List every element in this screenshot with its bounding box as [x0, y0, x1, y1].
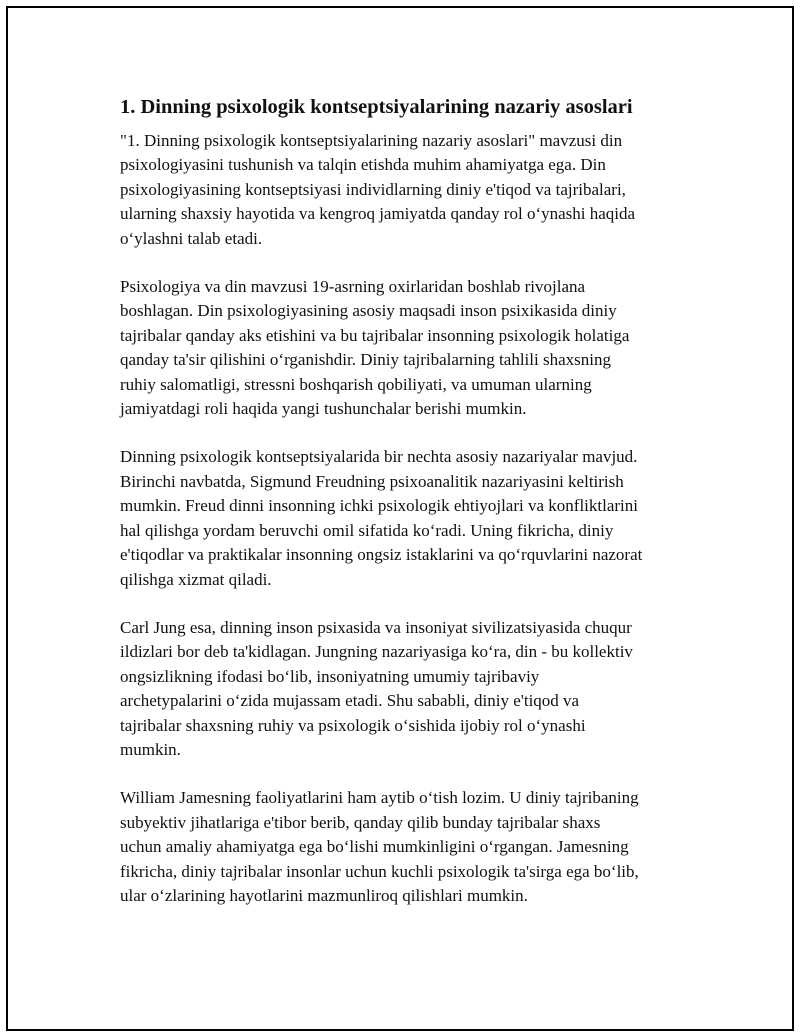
- paragraph-line: fikricha, diniy tajribalar insonlar uchun kuchli psixologik ta'sirga ega bo‘lib,: [120, 861, 639, 881]
- paragraph-line: subyektiv jihatlariga e'tibor berib, qanday qilib bunday tajribalar shaxs: [120, 812, 601, 832]
- paragraph-line: archetypalarini o‘zida mujassam etadi. Shu sababli, diniy e'tiqod va: [120, 691, 580, 711]
- paragraph-line: ildizlari bor deb ta'kidlagan. Jungning nazariyasiga ko‘ra, din - bu kollektiv: [120, 642, 633, 662]
- paragraph-line: psixologiyasini tushunish va talqin etishda muhim ahamiyatga ega. Din: [120, 155, 606, 175]
- paragraph-2: [120, 275, 710, 421]
- paragraph-line: tajribalar shaxsning ruhiy va psixologik o‘sishida ijobiy rol o‘ynashi: [120, 715, 586, 735]
- paragraph-line: boshlagan. Din psixologiyasining asosiy maqsadi inson psixikasida diniy: [120, 301, 617, 321]
- paragraph-line: o‘ylashni talab etadi.: [120, 228, 263, 248]
- paragraph-line: William Jamesning faoliyatlarini ham aytib o‘tish lozim. U diniy tajribaning: [120, 788, 639, 808]
- paragraph-line: ular o‘zlarining hayotlarini mazmunliroq qilishlari mumkin.: [120, 885, 528, 905]
- paragraph-line: ruhiy salomatligi, stressni boshqarish qobiliyati, va umuman ularning: [120, 374, 592, 394]
- paragraph-5: [120, 786, 710, 908]
- paragraph-line: psixologiyasining kontseptsiyasi individlarning diniy e'tiqod va tajribalari,: [120, 179, 626, 199]
- paragraph-line: qilishga xizmat qiladi.: [120, 569, 272, 589]
- paragraph-line: e'tiqodlar va praktikalar insonning ongsiz istaklarini va qo‘rquvlarini nazorat: [120, 545, 643, 565]
- paragraph-line: Birinchi navbatda, Sigmund Freudning psixoanalitik nazariyasini keltirish: [120, 471, 624, 491]
- paragraph-line: uchun amaliy ahamiyatga ega bo‘lishi mumkinligini o‘rgangan. Jamesning: [120, 837, 629, 857]
- paragraph-list: [120, 129, 710, 908]
- paragraph-1: [120, 129, 710, 251]
- paragraph-line: mumkin. Freud dinni insonning ichki psixologik ehtiyojlari va konfliktlarini: [120, 496, 638, 516]
- paragraph-line: ularning shaxsiy hayotida va kengroq jamiyatda qanday rol o‘ynashi haqida: [120, 204, 636, 224]
- section-heading: 1. Dinning psixologik kontseptsiyalarining nazariy asoslari: [120, 96, 633, 118]
- page-frame: [6, 6, 794, 1031]
- paragraph-line: Psixologiya va din mavzusi 19-asrning oxirlaridan boshlab rivojlana: [120, 277, 586, 297]
- paragraph-3: [120, 445, 710, 591]
- paragraph-line: tajribalar qanday aks etishini va bu tajribalar insonning psixologik holatiga: [120, 325, 630, 345]
- paragraph-line: Carl Jung esa, dinning inson psixasida va insoniyat sivilizatsiyasida chuqur: [120, 617, 632, 637]
- paragraph-line: ongsizlikning ifodasi bo‘lib, insoniyatning umumiy tajribaviy: [120, 666, 540, 686]
- document-body: [120, 94, 710, 932]
- paragraph-line: hal qilishga yordam beruvchi omil sifatida ko‘radi. Uning fikricha, diniy: [120, 520, 614, 540]
- paragraph-line: Dinning psixologik kontseptsiyalarida bir nechta asosiy nazariyalar mavjud.: [120, 447, 638, 467]
- paragraph-line: jamiyatdagi roli haqida yangi tushunchalar berishi mumkin.: [120, 399, 527, 419]
- paragraph-line: mumkin.: [120, 739, 181, 759]
- paragraph-line: qanday ta'sir qilishini o‘rganishdir. Diniy tajribalarning tahlili shaxsning: [120, 350, 611, 370]
- paragraph-4: [120, 616, 710, 762]
- paragraph-line: "1. Dinning psixologik kontseptsiyalarining nazariy asoslari" mavzusi din: [120, 131, 623, 150]
